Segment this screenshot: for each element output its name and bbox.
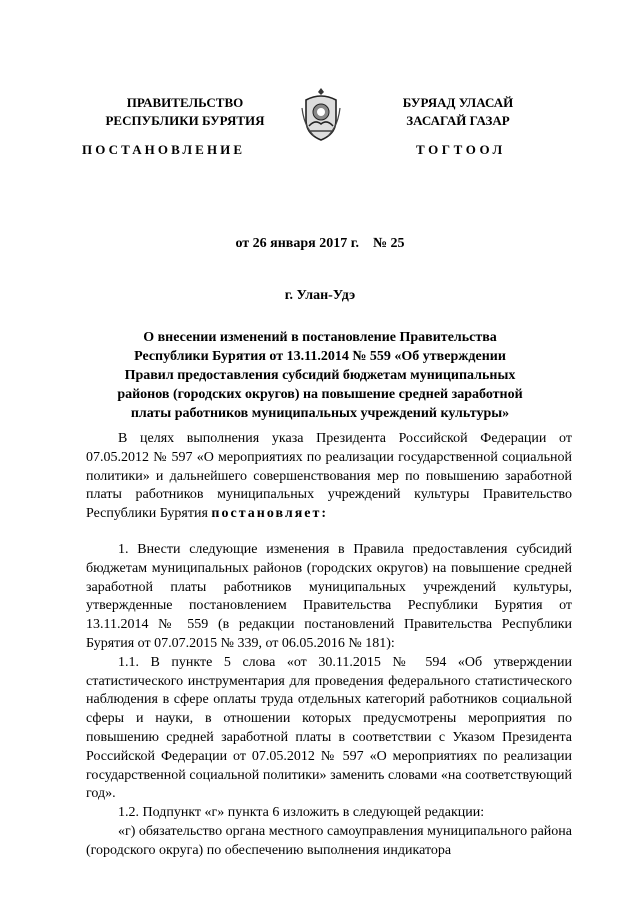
preamble-text: В целях выполнения указа Президента Российской Федерации от 07.05.2012 № 597 «О мероприятиях по реализации государственной социальной политики» и дальнейшего совершенствования мер по повышению заработной платы работников муниципальных учреждений культуры Правительство Республики Бурятия — [86, 431, 572, 522]
decree-word: постановляет: — [211, 506, 329, 522]
document-title — [100, 328, 540, 423]
coat-of-arms-icon — [300, 86, 342, 142]
paragraph-subitem-g: «г) обязательство органа местного самоуправления муниципального района (городского округа) по обеспечению выполнения индикатора — [86, 823, 572, 858]
title-line: О внесении изменений в постановление Правительства — [143, 330, 497, 345]
paragraph-preamble — [86, 430, 572, 524]
document-kind-right: ТОГТООЛ — [416, 142, 506, 157]
document-kind-left: ПОСТАНОВЛЕНИЕ — [82, 142, 246, 157]
date-number: от 26 января 2017 г. № 25 — [235, 236, 405, 251]
place: г. Улан-Удэ — [284, 288, 356, 303]
header-left — [100, 94, 270, 130]
title-line: Правил предоставления субсидий бюджетам муниципальных — [124, 368, 516, 383]
paragraph-item-1-2: 1.2. Подпункт «г» пункта 6 изложить в следующей редакции: — [118, 805, 485, 821]
paragraph-item-1-1: 1.1. В пункте 5 слова «от 30.11.2015 № 594 «Об утверждении статистического инструментария для проведения федерального статистического наблюдения в сфере оплаты труда отдельных категорий работников социальной сферы и науки, в отношении которых предусмотрены мероприятия по повышению средней заработной платы в соответствии с Указом Президента Российской Федерации от 07.05.2012 № 597 «О мероприятиях по реализации государственной социальной политики» заменить словами «на соответствующий год». — [86, 654, 572, 802]
header-right-line2: ЗАСАГАЙ ГАЗАР — [406, 113, 510, 128]
header-right — [383, 94, 533, 130]
title-line: Республики Бурятия от 13.11.2014 № 559 «Об утверждении — [134, 349, 506, 364]
header-left-line1: ПРАВИТЕЛЬСТВО — [126, 95, 244, 110]
title-line: районов (городских округов) на повышение средней заработной — [117, 387, 523, 402]
header-left-line2: РЕСПУБЛИКИ БУРЯТИЯ — [105, 113, 265, 128]
title-line: платы работников муниципальных учреждений культуры» — [130, 406, 510, 421]
header-right-line1: БУРЯАД УЛАСАЙ — [402, 95, 514, 110]
document-body — [86, 430, 572, 861]
paragraph-item-1: 1. Внести следующие изменения в Правила предоставления субсидий бюджетам муниципальных районов (городских округов) на повышение средней заработной платы работников муниципальных учреждений культуры, утвержденные постановлением Правительства Республики Бурятия от 13.11.2014 № 559 (в редакции постановлений Правительства Республики Бурятия от 07.07.2015 № 339, от 06.05.2016 № 181): — [86, 541, 572, 651]
